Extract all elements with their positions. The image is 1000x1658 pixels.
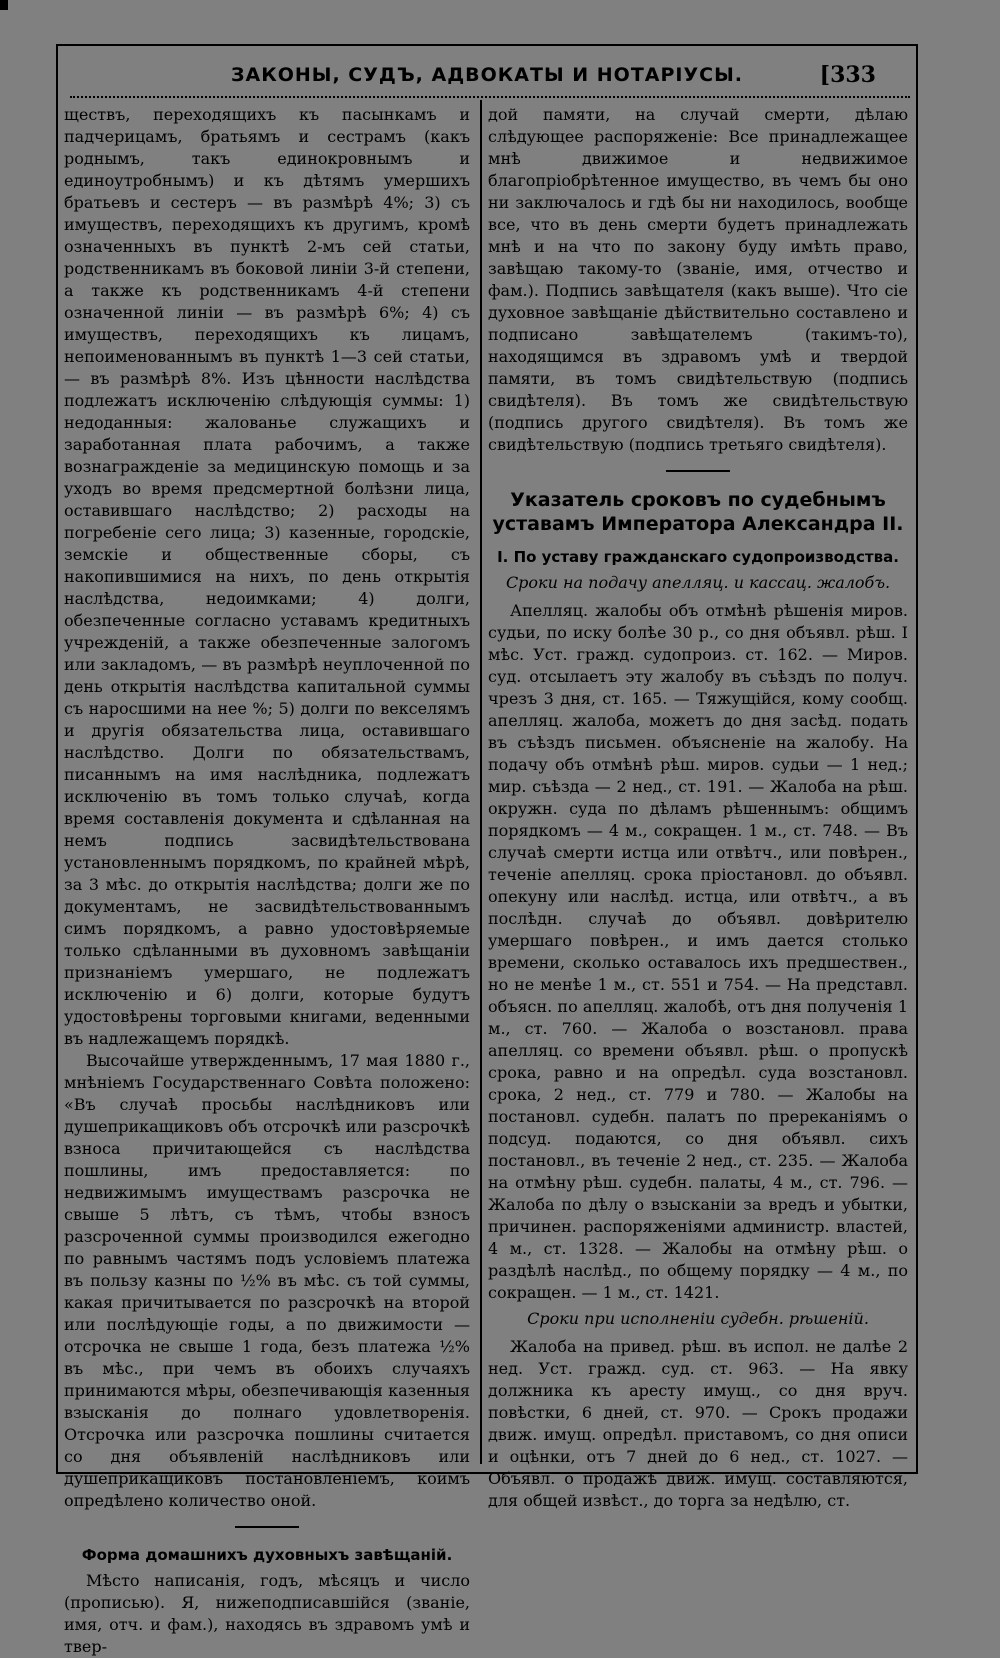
scan-corner-mark (0, 0, 8, 10)
paragraph-inheritance-tax: ществъ, переходящихъ къ пасынкамъ и падчерицамъ, братьямъ и сестрамъ (какъ роднымъ, такъ единокровнымъ и единоутробнымъ) и къ дѣтямъ умершихъ братьевъ и сестеръ — въ размѣрѣ 4%; 3) съ имуществъ, переходящихъ къ другимъ, кромѣ означенныхъ въ пунктѣ 2-мъ сей статьи, родственникамъ въ боковой линіи 3-й степени, а также къ родственникамъ 4-й степени означенной линіи — въ размѣрѣ 6%; 4) съ имуществъ, переходящихъ къ лицамъ, непоименованнымъ въ пунктѣ 1—3 сей статьи, — въ размѣрѣ 8%. Изъ цѣнности наслѣдства подлежатъ исключенію слѣдующія суммы: 1) недоданныя: жалованье служащихъ и заработанная плата рабочимъ, а также вознагражденіе за медицинскую помощь и за уходъ во время предсмертной болѣзни лица, оставившаго наслѣдство; 2) расходы на погребеніе сего лица; 3) казенные, городскіе, земскіе и общественные сборы, съ накопившимися на нихъ, по день открытія наслѣдства, недоимками; 4) долги, обезпеченные согласно уставамъ кредитныхъ учрежденій, а также обезпеченные залогомъ или закладомъ, — въ размѣрѣ неуплоченной по день открытія наслѣдства капитальной суммы съ наросшими на нее %; 5) долги по векселямъ и другія обязательства лица, оставившаго наслѣдство. Долги по обязательствамъ, писаннымъ на имя наслѣдника, подлежатъ исключенію въ томъ только случаѣ, когда время составленія документа и сдѣланная на немъ подпись засвидѣтельствована установленнымъ порядкомъ, по крайней мѣрѣ, за 3 мѣс. до открытія наслѣдства; долги же по документамъ, не засвидѣтельствованнымъ симъ порядкомъ, а равно удостовѣряемые только сдѣланными въ духовномъ завѣщаніи признаніемъ умершаго, не подлежатъ исключенію и 6) долги, которые будутъ удостовѣрены торговыми книгами, веденными въ надлежащемъ порядкѣ. (64, 105, 470, 1048)
heading-execution-deadlines: Сроки при исполненіи судебн. рѣшеній. (527, 1309, 869, 1328)
section-divider (666, 470, 730, 472)
paragraph-execution-deadlines: Жалоба на привед. рѣш. въ испол. не далѣе 2 нед. Уст. гражд. суд. ст. 963. — На явку должника къ аресту имущ., со дня вруч. повѣстки, 6 дней, ст. 970. — Срокъ продажи движ. имущ. опредѣл. приставомъ, со дня описи и оцѣнки, отъ 7 дней до 6 нед., ст. 1027. — Объявл. о продажѣ движ. имущ. составляются, для общей извѣст., до торга за недѣлю, ст. (488, 1337, 908, 1510)
paragraph-appeal-deadlines: Апелляц. жалобы объ отмѣнѣ рѣшенія миров. судьи, по иску болѣе 30 р., со дня объявл. рѣш. I мѣс. Уст. гражд. судопроиз. ст. 162. — Миров. суд. отсылаетъ эту жалобу въ съѣздъ по получ. чрезъ 3 дня, ст. 165. — Тяжущійся, кому сообщ. апелляц. жалоба, можетъ до дня засѣд. подать въ съѣздъ письмен. объясненіе на жалобу. На подачу объ отмѣнѣ рѣш. миров. судьи — 1 нед.; мир. съѣзда — 2 нед., ст. 191. — Жалоба на рѣш. окружн. суда по дѣламъ рѣшеннымъ: общимъ порядкомъ — 4 м., сокращен. 1 м., ст. 748. — Въ случаѣ смерти истца или отвѣтч., или повѣрен., теченіе апелляц. срока пріостановл. до объявл. опекуну или наслѣд. истца, или отвѣтч., а въ послѣдн. случаѣ до объявл. довѣрителю умершаго повѣрен., и имъ дается столько времени, сколько оставалось ихъ предшествен., но не менѣе 1 м., ст. 551 и 754. — На представл. объясн. по апелляц. жалобѣ, отъ дня полученія 1 м., ст. 760. — Жалоба о возстановл. права апелляц. со времени объявл. рѣш. о пропускѣ срока, равно и на опредѣл. суда возстановл. срока, 2 нед., ст. 779 и 780. — Жалобы на постановл. судебн. палатъ по пререканіямъ о подсуд. подаются, со дня объявл. сихъ постановл., въ теченіе 2 нед., ст. 235. — Жалоба на отмѣну рѣш. судебн. палаты, 4 м., ст. 796. — Жалоба по дѣлу о взысканіи за вредъ и убытки, причинен. распоряженіями администр. властей, 4 м., ст. 1328. — Жалобы на отмѣну рѣш. о раздѣлѣ наслѣд., по общему порядку — 4 м., по сокращен. — 1 м., ст. 1421. (488, 601, 908, 1302)
page-header (56, 60, 918, 94)
paragraph-will-form-start: Мѣсто написанія, годъ, мѣсяцъ и число (прописью). Я, нижеподписавшійся (званіе, имя, отч. и фам.), находясь въ здравомъ умѣ и твер- (64, 1571, 470, 1656)
header-wavy-rule (70, 96, 910, 104)
right-column (488, 104, 908, 1510)
heading-civil-procedure: I. По уставу гражданскаго судопроизводства. (497, 548, 899, 566)
paragraph-state-council-1880: Высочайше утвержденнымъ, 17 мая 1880 г., мнѣніемъ Государственнаго Совѣта положено: «Въ случаѣ просьбы наслѣдниковъ или душеприкащиковъ объ отсрочкѣ или разсрочкѣ взноса причитающейся съ наслѣдства пошлины, имъ предоставляется: по недвижимымъ имуществамъ разсрочка не свыше 5 лѣтъ, съ тѣмъ, чтобы взносъ разсроченной суммы производился ежегодно по равнымъ частямъ подъ условіемъ платежа въ пользу казны по ½% въ мѣс. съ той суммы, какая причитывается по разсрочкѣ на второй или послѣдующіе годы, а по движимости — отсрочка не свыше 1 года, безъ платежа ½% въ мѣс., при чемъ въ обоихъ случаяхъ принимаются мѣры, обезпечивающія казенныя взысканія до полнаго удовлетворенія. Отсрочка или разсрочка пошлины считается со дня объявленій наслѣдниковъ или душеприкащиковъ постановленіемъ, коимъ опредѣлено количество оной. (64, 1051, 470, 1510)
left-column (64, 104, 470, 1656)
section-divider (235, 1526, 299, 1528)
running-title: ЗАКОНЫ, СУДЪ, АДВОКАТЫ И НОТАРІУСЫ. (231, 64, 743, 86)
paragraph-will-form-end: дой памяти, на случай смерти, дѣлаю слѣдующее распоряженіе: Все принадлежащее мнѣ движимое и недвижимое благопріобрѣтенное имущество, въ чемъ бы оно ни заключалось и гдѣ бы ни находилось, вообще все, что въ день смерти будетъ принадлежать мнѣ и на что по закону буду имѣть право, завѣщаю такому-то (званіе, имя, отчество и фам.). Подпись завѣщателя (какъ выше). Что сіе духовное завѣщаніе дѣйствительно составлено и подписано завѣщателемъ (такимъ-то), находящимся въ здравомъ умѣ и твердой памяти, въ томъ свидѣтельствую (подпись свидѣтеля). Въ томъ же свидѣтельствую (подпись другого свидѣтеля). Въ томъ же свидѣтельствую (подпись третьяго свидѣтеля). (488, 105, 908, 454)
heading-appeal-deadlines: Сроки на подачу апелляц. и кассац. жалобъ. (505, 573, 891, 592)
heading-will-forms: Форма домашнихъ духовныхъ завѣщаній. (81, 1546, 453, 1564)
page-number: [333 (819, 62, 876, 88)
heading-deadline-index: Указатель сроковъ по судебнымъ уставамъ Императора Александра II. (492, 489, 904, 535)
column-divider (480, 100, 482, 1464)
